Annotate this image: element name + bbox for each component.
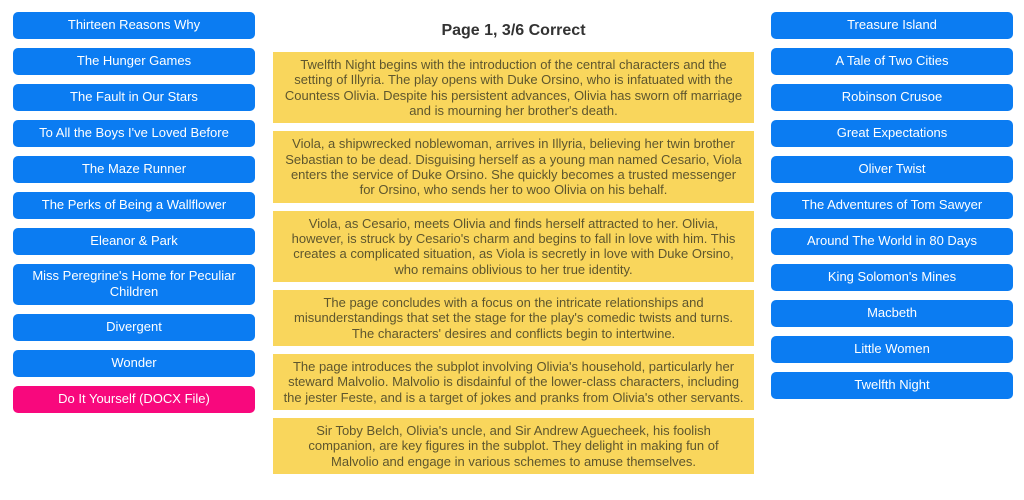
answer-button[interactable]: The Fault in Our Stars: [13, 84, 255, 111]
answer-button[interactable]: Twelfth Night: [771, 372, 1013, 399]
answer-button[interactable]: King Solomon's Mines: [771, 264, 1013, 291]
answer-button[interactable]: The Perks of Being a Wallflower: [13, 192, 255, 219]
passage-card: Sir Toby Belch, Olivia's uncle, and Sir Andrew Aguecheek, his foolish companion, are key figures in the subplot. They delight in making fun of Malvolio and engage in various schemes to amuse themselves.: [273, 418, 754, 474]
answer-button[interactable]: Macbeth: [771, 300, 1013, 327]
answer-button[interactable]: Do It Yourself (DOCX File): [13, 386, 255, 413]
passage-card: Viola, as Cesario, meets Olivia and finds herself attracted to her. Olivia, however, is struck by Cesario's charm and begins to fall in love with him. This creates a complicated situation, as Viola is secretly in love with Duke Orsino, who remains oblivious to her true identity.: [273, 211, 754, 282]
answer-button[interactable]: Divergent: [13, 314, 255, 341]
answer-button[interactable]: Treasure Island: [771, 12, 1013, 39]
answer-button[interactable]: The Adventures of Tom Sawyer: [771, 192, 1013, 219]
passage-card: Viola, a shipwrecked noblewoman, arrives in Illyria, believing her twin brother Sebastian to be dead. Disguising herself as a young man named Cesario, Viola enters the service of Duke Orsino. She quickly becomes a trusted messenger for Orsino, who sends her to woo Olivia on his behalf.: [273, 131, 754, 202]
answer-button[interactable]: The Hunger Games: [13, 48, 255, 75]
answer-button[interactable]: Eleanor & Park: [13, 228, 255, 255]
passage-column: [273, 0, 754, 500]
answer-button[interactable]: Oliver Twist: [771, 156, 1013, 183]
answer-button[interactable]: Robinson Crusoe: [771, 84, 1013, 111]
passage-list: [273, 52, 754, 474]
answer-button[interactable]: Thirteen Reasons Why: [13, 12, 255, 39]
passage-card: The page introduces the subplot involving Olivia's household, particularly her steward Malvolio. Malvolio is disdainful of the lower-class characters, including the jester Feste, and is a target of jokes and pranks from Olivia's other servants.: [273, 354, 754, 410]
answer-button[interactable]: Great Expectations: [771, 120, 1013, 147]
answer-button[interactable]: A Tale of Two Cities: [771, 48, 1013, 75]
answer-button[interactable]: To All the Boys I've Loved Before: [13, 120, 255, 147]
passage-card: Twelfth Night begins with the introduction of the central characters and the setting of Illyria. The play opens with Duke Orsino, who is infatuated with the Countess Olivia. Despite his persistent advances, Olivia has sworn off marriage and is mourning her brother's death.: [273, 52, 754, 123]
right-answer-column: [771, 0, 1013, 500]
answer-button[interactable]: The Maze Runner: [13, 156, 255, 183]
page-title: Page 1, 3/6 Correct: [441, 22, 586, 39]
answer-button[interactable]: Little Women: [771, 336, 1013, 363]
answer-button[interactable]: Around The World in 80 Days: [771, 228, 1013, 255]
answer-button[interactable]: Wonder: [13, 350, 255, 377]
answer-button[interactable]: Miss Peregrine's Home for Peculiar Children: [13, 264, 255, 305]
left-answer-column: [13, 0, 255, 500]
passage-card: The page concludes with a focus on the intricate relationships and misunderstandings that set the stage for the play's comedic twists and turns. The characters' desires and conflicts begin to intertwine.: [273, 290, 754, 346]
